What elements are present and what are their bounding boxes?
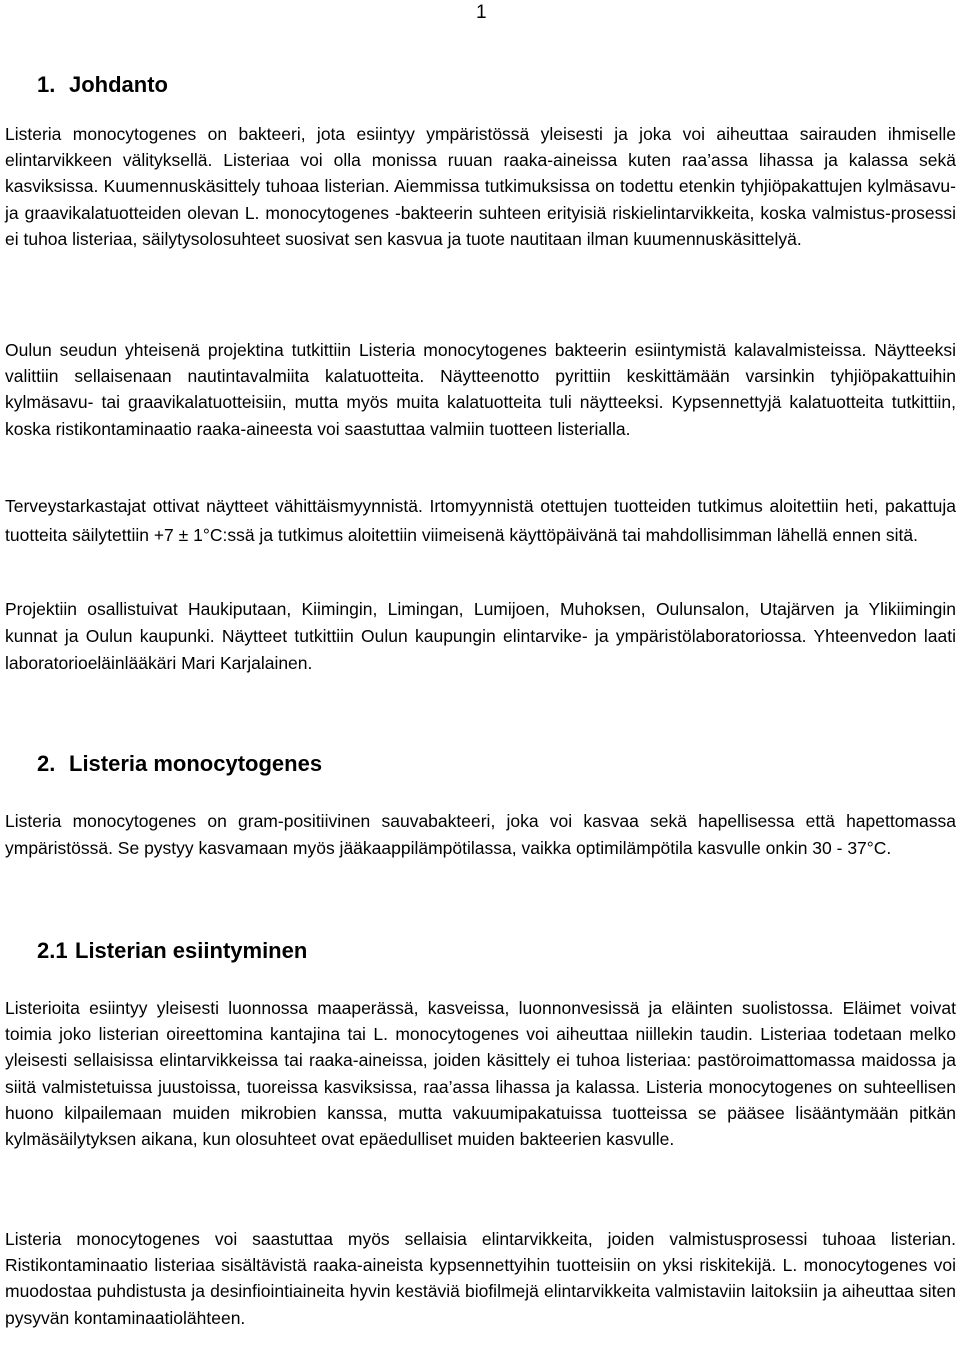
paragraph: Listeria monocytogenes voi saastuttaa myös sellaisia elintarvikkeita, joiden valmistusprosessi tuhoaa listerian. Ristikontaminaatio listeriaa sisältävistä raaka-aineista kypsennettyihin tuotteisiin on yksi riskitekijä. L. monocytogenes voi muodostaa puhdistusta ja desinfiointiaineita hyvin kestäviä biofilmejä elintarvikkeita valmistaviin laitoksiin ja aiheuttaa siten pysyvän kontaminaatiolähteen. [5, 1229, 956, 1328]
section-number: 2. [37, 751, 56, 776]
section-title: Johdanto [69, 72, 168, 97]
section-number: 1. [37, 72, 56, 97]
paragraph: Listeria monocytogenes on bakteeri, jota esiintyy ympäristössä yleisesti ja joka voi aiheuttaa sairauden ihmiselle elintarvikkeen välityksellä. Listeriaa voi olla monissa ruuan raaka-aineissa kuten raa’assa lihassa ja kalassa sekä kasviksissa. Kuumennuskäsittely tuhoaa listerian. Aiemmissa tutkimuksissa on todettu etenkin tyhjiöpakattujen kylmäsavu- ja graavikalatuotteiden olevan L. monocytogenes -bakteerin suhteen erityisiä riskielintarvikkeita, koska valmistus-prosessi ei tuhoa listeriaa, säilytysolosuhteet suosivat sen kasvua ja tuote nautitaan ilman kuumennuskäsittelyä. [5, 124, 956, 249]
paragraph: Listerioita esiintyy yleisesti luonnossa maaperässä, kasveissa, luonnonvesissä ja eläinten suolistossa. Eläimet voivat toimia joko listerian oireettomina kantajina tai L. monocytogenes voi aiheuttaa niillekin taudin. Listeriaa todetaan melko yleisesti sellaisissa elintarvikkeissa tai raaka-aineissa, joiden käsittely ei tuhoa listeriaa: pastöroimattomassa maidossa ja siitä valmistetuissa juustoissa, tuoreissa kasviksissa, raa’assa lihassa ja kalassa. Listeria monocytogenes on suhteellisen huono kilpailemaan muiden mikrobien kanssa, mutta vakuumipakatuissa tuotteissa se pääsee lisääntymään pitkän kylmäsäilytyksen aikana, kun olosuhteet ovat epäedulliset muiden bakteerien kasvulle. [5, 998, 956, 1150]
section-heading-listerian-esiintyminen [37, 938, 307, 964]
section-heading-listeria-monocytogenes [37, 751, 322, 777]
section-number: 2.1 [37, 938, 68, 963]
paragraph: Listeria monocytogenes on gram-positiivinen sauvabakteeri, joka voi kasvaa sekä hapellisessa että hapettomassa ympäristössä. Se pystyy kasvamaan myös jääkaappilämpötilassa, vaikka optimilämpötila kasvulle onkin 30 - 37°C. [5, 811, 956, 859]
section-title: Listeria monocytogenes [69, 751, 323, 776]
paragraph: Oulun seudun yhteisenä projektina tutkittiin Listeria monocytogenes bakteerin esiintymistä kalavalmisteissa. Näytteeksi valittiin sellaisenaan nautintavalmiita kalatuotteita. Näytteenotto pyrittiin keskittämään varsinkin tyhjiöpakattuihin kylmäsavu- tai graavikalatuotteisiin, mutta myös muita kalatuotteita tuli näytteeksi. Kypsennettyjä kalatuotteita tutkittiin, koska ristikontaminaatio raaka-aineesta voi saastuttaa valmiin tuotteen listerialla. [5, 340, 956, 439]
page-number: 1 [476, 2, 487, 23]
paragraph: Projektiin osallistuivat Haukiputaan, Kiimingin, Limingan, Lumijoen, Muhoksen, Oulunsalon, Utajärven ja Ylikiimingin kunnat ja Oulun kaupunki. Näytteet tutkittiin Oulun kaupungin elintarvike- ja ympäristölaboratoriossa. Yhteenvedon laati laboratorioeläinlääkäri Mari Karjalainen. [5, 599, 956, 674]
paragraph: Terveystarkastajat ottivat näytteet vähittäismyynnistä. Irtomyynnistä otettujen tuotteiden tutkimus aloitettiin heti, pakattuja tuotteita säilytettiin +7 ± 1°C:ssä ja tutkimus aloitettiin viimeisenä käyttöpäivänä tai mahdollisimman lähellä ennen sitä. [5, 496, 956, 545]
section-heading-johdanto [37, 72, 168, 98]
section-title: Listerian esiintyminen [75, 938, 308, 963]
